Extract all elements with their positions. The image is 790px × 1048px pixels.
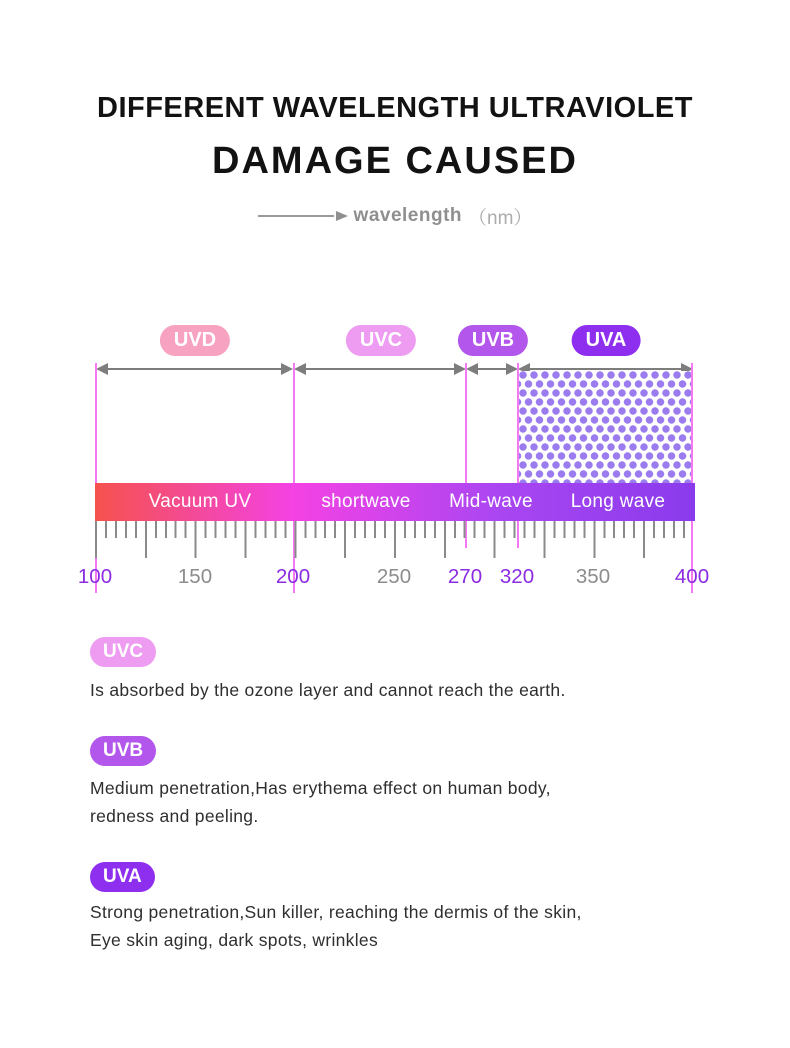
range-arrow-uvd	[96, 363, 293, 375]
desc-line: redness and peeling.	[90, 806, 259, 826]
wavelength-axis-legend	[0, 203, 790, 229]
bar-label-vacuum-uv: Vacuum UV	[148, 491, 252, 512]
bar-label-shortwave: shortwave	[321, 491, 411, 512]
page-subtitle: DAMAGE CAUSED	[212, 140, 578, 182]
tick-label-320: 320	[499, 565, 535, 588]
bar-label-long-wave: Long wave	[570, 491, 666, 512]
arrow-shaft	[527, 368, 684, 370]
band-pill-uvd: UVD	[160, 325, 230, 356]
right-arrow-icon	[336, 211, 348, 221]
desc-pill-uvb: UVB	[90, 736, 156, 766]
range-arrow-uvc	[294, 363, 466, 375]
tick-label-200: 200	[275, 565, 311, 588]
band-pill-uvb: UVB	[458, 325, 528, 356]
arrow-shaft	[475, 368, 509, 370]
desc-text-uvc	[90, 676, 566, 704]
desc-text-uvb	[90, 774, 551, 830]
band-pill-uvc: UVC	[346, 325, 416, 356]
tick-label-270: 270	[447, 565, 483, 588]
desc-line: Medium penetration,Has erythema effect on human body,	[90, 778, 551, 798]
range-arrow-uvb	[466, 363, 518, 375]
tick-label-100: 100	[77, 565, 113, 588]
wavelength-ruler	[95, 521, 693, 560]
uva-region-pattern	[519, 371, 691, 483]
desc-line: Is absorbed by the ozone layer and cannot reach the earth.	[90, 680, 566, 700]
axis-label: wavelength	[353, 205, 463, 226]
desc-text-uva	[90, 898, 582, 954]
page-title: DIFFERENT WAVELENGTH ULTRAVIOLET	[97, 92, 693, 124]
band-pill-uva: UVA	[572, 325, 641, 356]
axis-unit: （nm）	[468, 207, 533, 229]
desc-line: Strong penetration,Sun killer, reaching the dermis of the skin,	[90, 902, 582, 922]
bar-label-mid-wave: Mid-wave	[449, 491, 533, 512]
desc-pill-uvc: UVC	[90, 637, 156, 667]
tick-label-250: 250	[376, 565, 412, 588]
desc-pill-uva: UVA	[90, 862, 155, 892]
arrow-shaft	[105, 368, 284, 370]
spectrum-bar	[95, 483, 695, 521]
tick-label-350: 350	[575, 565, 611, 588]
ruler-major-ticks	[95, 521, 693, 558]
arrow-line	[258, 215, 334, 217]
desc-line: Eye skin aging, dark spots, wrinkles	[90, 930, 379, 950]
arrow-shaft	[303, 368, 457, 370]
tick-label-150: 150	[177, 565, 213, 588]
tick-label-400: 400	[674, 565, 710, 588]
